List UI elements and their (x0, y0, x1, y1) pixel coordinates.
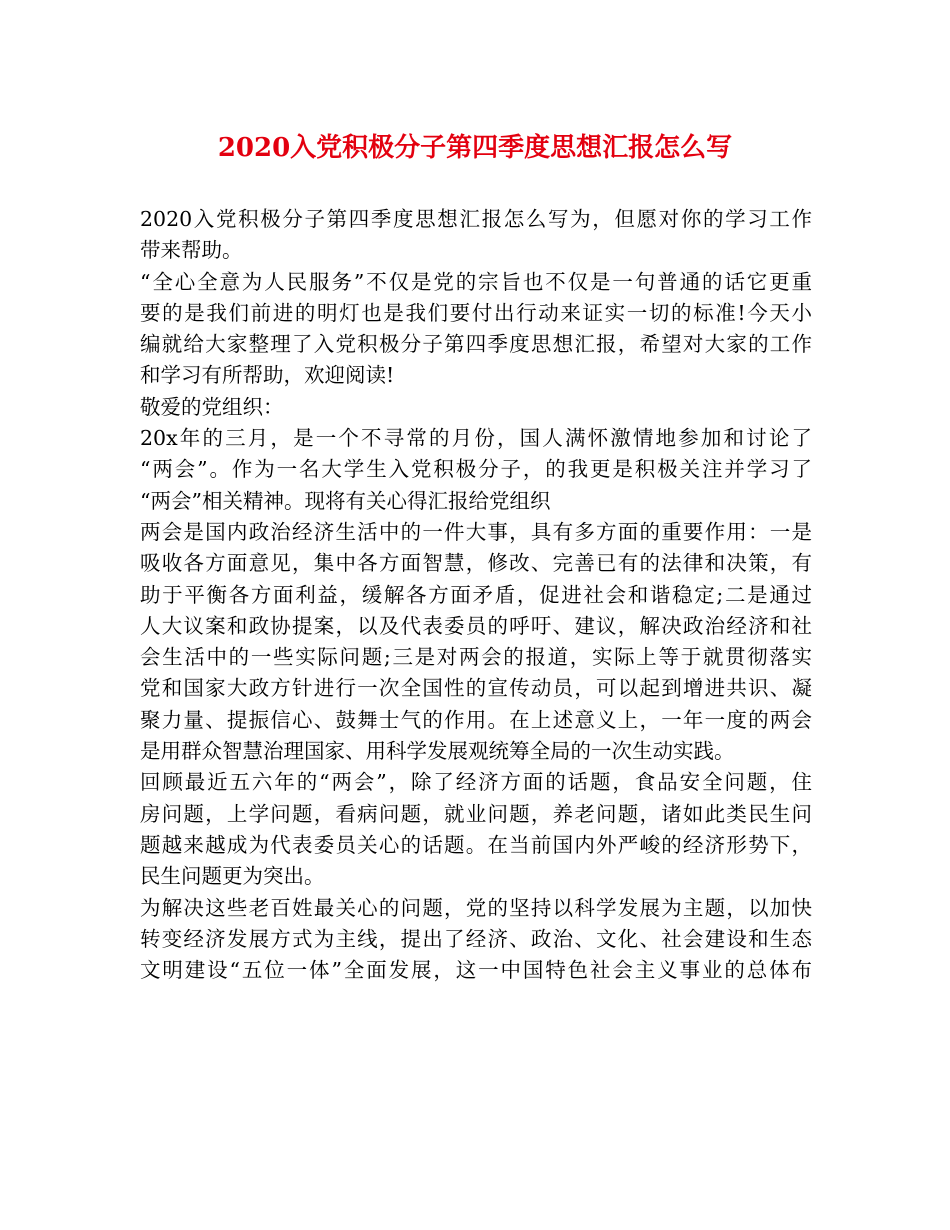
body-line: 20x年的三月，是一个不寻常的月份，国人满怀激情地参加和讨论了 (140, 426, 812, 451)
body-line: 是用群众智慧治理国家、用科学发展观统筹全局的一次生动实践。 (140, 739, 735, 764)
body-line: 会生活中的一些实际问题;三是对两会的报道，实际上等于就贯彻落实 (140, 645, 812, 670)
body-line: 吸收各方面意见，集中各方面智慧，修改、完善已有的法律和决策，有 (140, 551, 812, 576)
body-line: 助于平衡各方面利益，缓解各方面矛盾，促进社会和谐稳定;二是通过 (140, 582, 812, 607)
body-line: 党和国家大政方针进行一次全国性的宣传动员，可以起到增进共识、凝 (140, 676, 812, 701)
body-line: 敬爱的党组织： (140, 394, 284, 419)
body-line: 聚力量、提振信心、鼓舞士气的作用。在上述意义上，一年一度的两会 (140, 707, 812, 732)
body-line: “两会”相关精神。现将有关心得汇报给党组织 (140, 488, 551, 513)
body-line: “两会”。作为一名大学生入党积极分子，的我更是积极关注并学习了 (140, 457, 812, 482)
body-line: 两会是国内政治经济生活中的一件大事，具有多方面的重要作用：一是 (140, 519, 812, 544)
body-line: 房问题，上学问题，看病问题，就业问题，养老问题，诸如此类民生问 (140, 801, 812, 826)
body-line: 题越来越成为代表委员关心的话题。在当前国内外严峻的经济形势下， (140, 832, 812, 857)
body-line: 2020入党积极分子第四季度思想汇报怎么写为，但愿对你的学习工作 (140, 207, 812, 231)
body-line: 民生问题更为突出。 (140, 864, 325, 889)
body-line: 回顾最近五六年的“两会”，除了经济方面的话题，食品安全问题，住 (140, 770, 812, 795)
body-line: 文明建设“五位一体”全面发展，这一中国特色社会主义事业的总体布 (140, 958, 812, 983)
body-line: “全心全意为人民服务”不仅是党的宗旨也不仅是一句普通的话它更重 (140, 269, 812, 294)
body-line: 人大议案和政协提案，以及代表委员的呼吁、建议，解决政治经济和社 (140, 613, 812, 638)
document-title: 2020入党积极分子第四季度思想汇报怎么写 (217, 133, 733, 163)
document-body (140, 204, 812, 986)
body-line: 编就给大家整理了入党积极分子第四季度思想汇报，希望对大家的工作 (140, 332, 812, 357)
body-line: 为解决这些老百姓最关心的问题，党的坚持以科学发展为主题，以加快 (140, 895, 812, 920)
body-line: 和学习有所帮助，欢迎阅读! (140, 363, 395, 388)
body-line: 转变经济发展方式为主线，提出了经济、政治、文化、社会建设和生态 (140, 926, 812, 951)
body-line: 带来帮助。 (140, 238, 243, 263)
body-line: 要的是我们前进的明灯也是我们要付出行动来证实一切的标准!今天小 (140, 300, 812, 325)
